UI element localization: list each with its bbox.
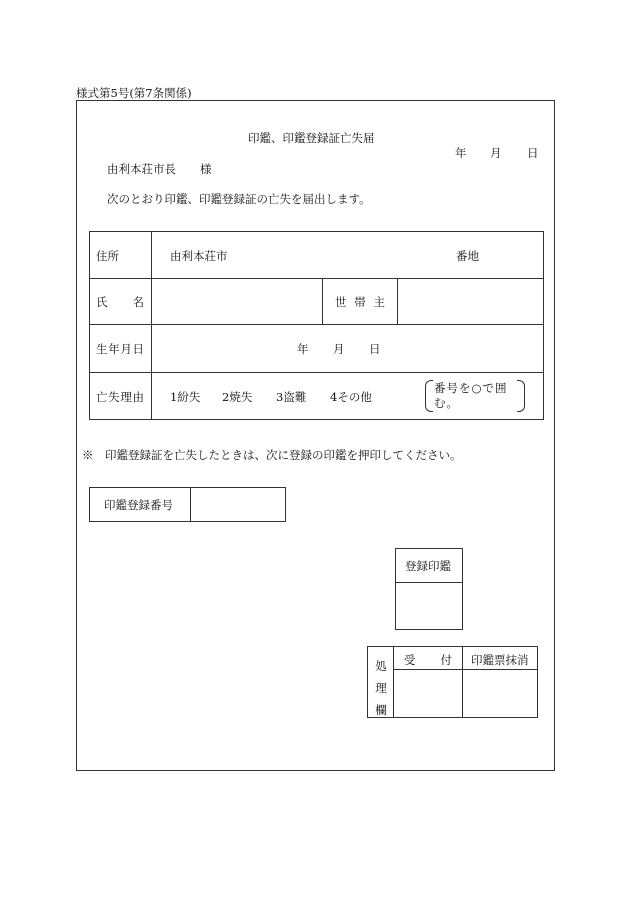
name-input[interactable] bbox=[152, 279, 321, 323]
table-divider bbox=[89, 372, 544, 373]
householder-input[interactable] bbox=[398, 279, 543, 323]
birth-month: 月 bbox=[333, 342, 345, 356]
processing-section-label: 処 理 欄 bbox=[375, 659, 387, 717]
reason-option-stolen[interactable]: 3盗難 bbox=[276, 390, 307, 404]
table-divider bbox=[395, 582, 463, 583]
birth-year: 年 bbox=[297, 342, 309, 356]
householder-label: 世帯主 bbox=[335, 295, 385, 309]
address-input[interactable] bbox=[230, 236, 450, 272]
birth-day: 日 bbox=[369, 342, 381, 356]
right-bracket bbox=[517, 380, 525, 412]
left-bracket bbox=[425, 380, 433, 412]
table-divider bbox=[393, 669, 538, 670]
form-title: 印鑑、印鑑登録証亡失届 bbox=[248, 131, 375, 145]
seal-instruction-note: ※ 印鑑登録証を亡失したときは、次に登録の印鑑を押印してください。 bbox=[82, 448, 462, 462]
date-year: 年 bbox=[455, 146, 467, 160]
registration-number-label: 印鑑登録番号 bbox=[104, 498, 173, 512]
address-city: 由利本荘市 bbox=[170, 249, 228, 263]
reason-note bbox=[425, 380, 525, 414]
birthdate-label: 生年月日 bbox=[96, 342, 144, 356]
addressee-honorific: 様 bbox=[200, 162, 212, 176]
reason-note-text: 番号を○で囲む。 bbox=[434, 381, 508, 410]
table-divider bbox=[322, 278, 323, 324]
reason-option-burned[interactable]: 2焼失 bbox=[222, 390, 253, 404]
stamp-cancel-label: 印鑑票抹消 bbox=[471, 653, 529, 667]
form-number: 様式第5号(第7条関係) bbox=[76, 86, 192, 100]
date-month: 月 bbox=[490, 146, 502, 160]
registered-seal-label: 登録印鑑 bbox=[405, 559, 451, 573]
table-divider bbox=[462, 646, 463, 718]
table-divider bbox=[151, 231, 152, 420]
reason-label: 亡失理由 bbox=[96, 390, 144, 404]
addressee-name: 由利本荘市長 bbox=[107, 162, 176, 176]
date-day: 日 bbox=[527, 146, 539, 160]
table-divider bbox=[89, 324, 544, 325]
reason-option-lost[interactable]: 1紛失 bbox=[170, 390, 201, 404]
name-label: 氏名 bbox=[96, 295, 144, 309]
table-divider bbox=[190, 487, 191, 522]
registered-seal-stamp-area[interactable] bbox=[397, 584, 461, 628]
address-label: 住所 bbox=[96, 249, 119, 263]
intro-text: 次のとおり印鑑、印鑑登録証の亡失を届出します。 bbox=[107, 192, 371, 206]
table-divider bbox=[393, 646, 394, 718]
reason-option-other[interactable]: 4その他 bbox=[330, 390, 372, 404]
registration-number-input[interactable] bbox=[192, 489, 284, 520]
received-label: 受付 bbox=[404, 653, 452, 667]
address-suffix: 番地 bbox=[456, 249, 479, 263]
